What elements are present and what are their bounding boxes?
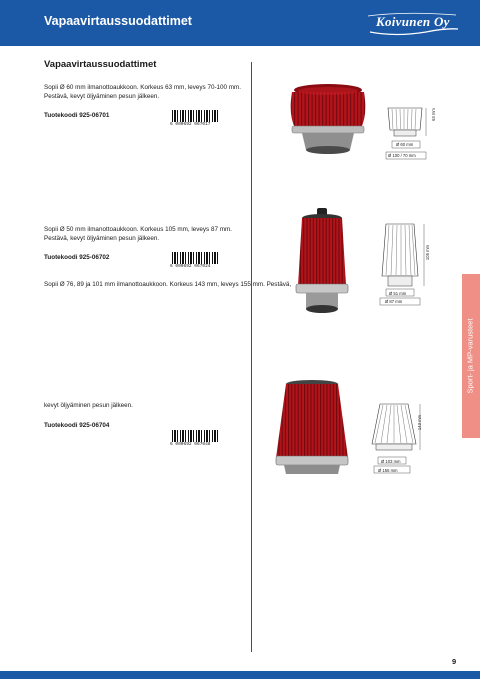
description-line: Pestävä, kevyt öljyäminen pesun jälkeen.	[44, 234, 160, 242]
inner-diameter: Ø 60 mm	[396, 142, 414, 147]
barcode-digits: 6 000692 067048	[170, 442, 211, 447]
filter-photo	[284, 208, 360, 320]
barcode-bars	[172, 252, 218, 264]
product-description	[44, 84, 241, 102]
product-description-cont	[44, 402, 133, 411]
page-footer	[0, 671, 480, 679]
height-dimension: 143 mm	[417, 414, 423, 431]
barcode-bars	[172, 430, 218, 442]
product-description	[44, 226, 232, 244]
barcode	[170, 110, 220, 128]
product-code: Tuotekoodi 925-06701	[44, 112, 110, 119]
barcode	[170, 430, 220, 448]
section-title: Vapaavirtaussuodattimet	[44, 59, 157, 70]
header-title: Vapaavirtaussuodattimet	[44, 14, 192, 28]
filter-photo	[280, 78, 376, 162]
section-tab-label: Sport- ja MP-varusteet	[465, 318, 475, 394]
column-divider	[251, 62, 252, 652]
outer-diameter: Ø 155 mm	[378, 468, 398, 473]
page-number: 9	[452, 657, 457, 666]
barcode	[170, 252, 220, 270]
outer-diameter: Ø 87 mm	[385, 299, 403, 304]
outer-diameter: Ø 100 / 70 mm	[388, 153, 416, 158]
description-line: Pestävä, kevyt öljyäminen pesun jälkeen.	[44, 92, 160, 100]
product-code: Tuotekoodi 925-06704	[44, 422, 110, 429]
dimension-drawing	[374, 220, 430, 310]
brand-name: Koivunen Oy	[376, 14, 450, 29]
description-line: Sopii Ø 60 mm ilmanottoaukkoon. Korkeus 63 mm, leveys 70-100 mm.	[44, 84, 242, 91]
description-line: Sopii Ø 50 mm ilmanottoaukkoon. Korkeus 105 mm, leveys 87 mm.	[44, 226, 232, 233]
inner-diameter: Ø 51 mm	[389, 291, 407, 296]
barcode-bars	[172, 110, 218, 122]
barcode-digits: 6 000692 067017	[170, 122, 211, 127]
height-dimension: 105 mm	[425, 244, 431, 261]
filter-photo	[272, 378, 352, 478]
barcode-digits: 6 000692 067024	[170, 264, 211, 269]
description-line: Sopii Ø 76, 89 ja 101 mm ilmanottoaukkoon. Korkeus 143 mm, leveys 155 mm. Pestävä,	[44, 281, 292, 288]
dimension-drawing	[382, 102, 434, 170]
dimension-drawing	[366, 402, 428, 478]
description-line: kevyt öljyäminen pesun jälkeen.	[44, 402, 133, 409]
product-description	[44, 281, 291, 290]
product-code: Tuotekoodi 925-06702	[44, 254, 110, 261]
height-dimension: 63 mm	[430, 108, 436, 121]
inner-diameter: Ø 103 mm	[381, 459, 401, 464]
